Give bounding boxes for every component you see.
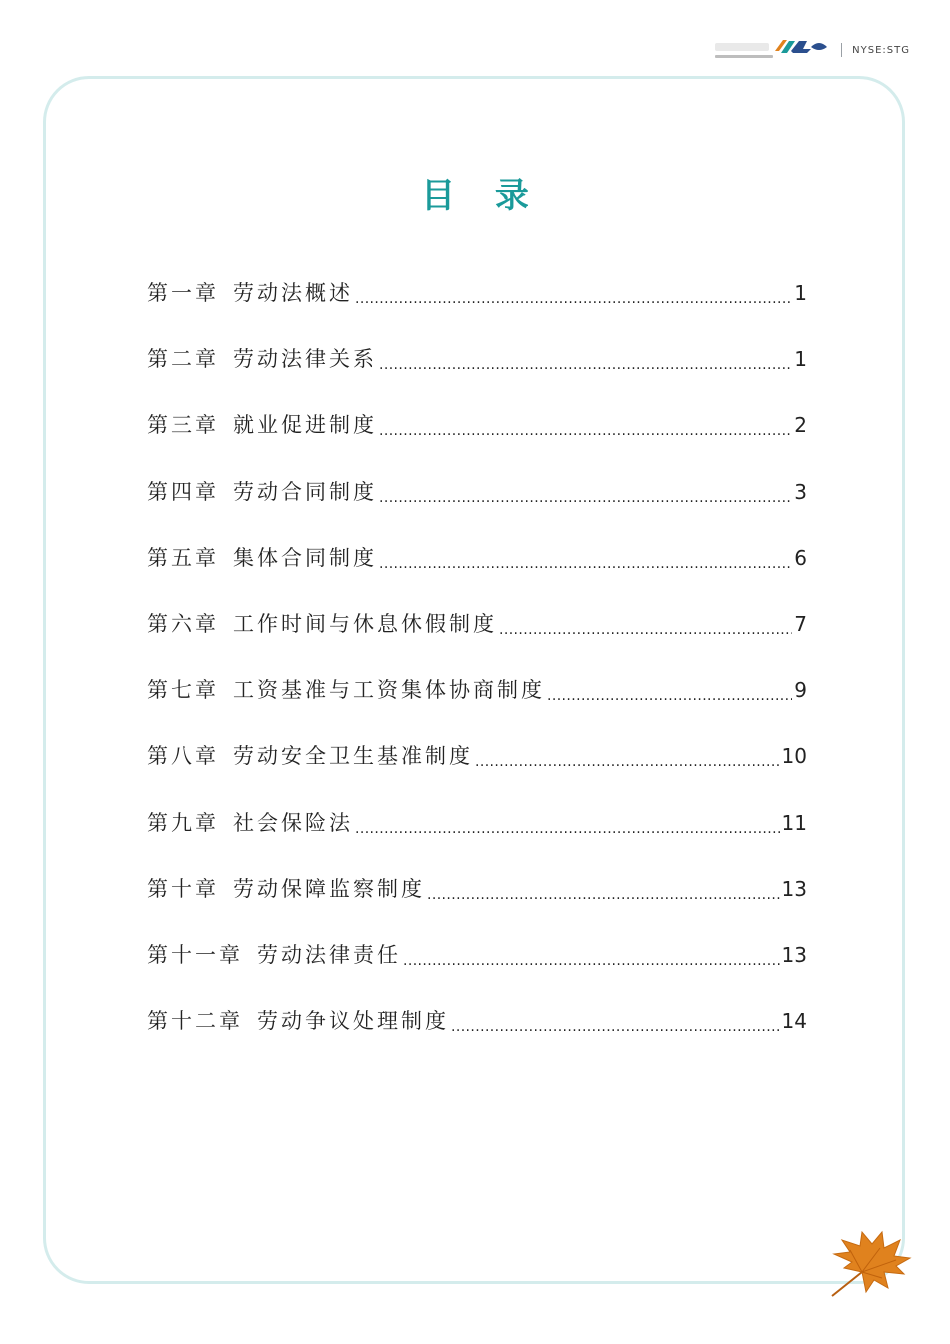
toc-page-number: 13 [781, 876, 807, 901]
toc-page-number: 2 [794, 413, 807, 438]
toc-chapter-name: 劳动合同制度 [233, 479, 377, 504]
toc-chapter: 第十章 [147, 876, 219, 901]
toc-chapter: 第九章 [147, 810, 219, 835]
toc-chapter-name: 集体合同制度 [233, 545, 377, 570]
toc-chapter: 第十一章 [147, 942, 243, 967]
stock-ticker: NYSE:STG [852, 44, 910, 56]
toc-chapter-name: 工作时间与休息休假制度 [233, 611, 497, 636]
toc-leader-dots [403, 938, 780, 972]
toc-leader-dots [451, 1004, 780, 1038]
company-logo-icon [715, 37, 831, 63]
toc-leader-dots [427, 872, 780, 906]
toc-leader-dots [547, 673, 792, 707]
toc-page-number: 1 [794, 281, 807, 305]
maple-leaf-icon [822, 1226, 912, 1298]
toc-page-number: 11 [781, 810, 807, 835]
toc-page-number: 6 [794, 545, 807, 570]
toc-leader-dots [379, 408, 792, 442]
toc-chapter-name: 工资基准与工资集体协商制度 [233, 678, 545, 703]
toc-item[interactable] [147, 342, 807, 408]
logo-separator [841, 43, 842, 57]
header-logo [715, 34, 910, 66]
toc-chapter-name: 劳动法律关系 [233, 347, 377, 372]
toc-item[interactable] [147, 276, 807, 342]
toc-page-number: 13 [781, 942, 807, 967]
toc-list [147, 276, 807, 1070]
toc-chapter: 第一章 [147, 281, 219, 305]
toc-chapter: 第八章 [147, 744, 219, 769]
toc-page-number: 1 [794, 347, 807, 372]
toc-item[interactable] [147, 739, 807, 805]
toc-chapter-name: 劳动法概述 [233, 281, 353, 305]
toc-page-number: 7 [794, 611, 807, 636]
toc-leader-dots [355, 806, 780, 840]
toc-chapter-name: 劳动法律责任 [257, 942, 401, 967]
toc-page-number: 9 [794, 678, 807, 703]
toc-item[interactable] [147, 872, 807, 938]
toc-item[interactable] [147, 408, 807, 474]
toc-leader-dots [499, 607, 792, 641]
toc-item[interactable] [147, 607, 807, 673]
toc-chapter: 第六章 [147, 611, 219, 636]
toc-chapter: 第十二章 [147, 1009, 243, 1034]
toc-chapter-name: 劳动保障监察制度 [233, 876, 425, 901]
toc-chapter-name: 劳动争议处理制度 [257, 1009, 449, 1034]
toc-leader-dots [355, 276, 792, 310]
toc-leader-dots [379, 475, 792, 509]
toc-item[interactable] [147, 806, 807, 872]
toc-leader-dots [475, 739, 780, 773]
toc-leader-dots [379, 541, 792, 575]
toc-chapter: 第三章 [147, 413, 219, 438]
toc-item[interactable] [147, 1004, 807, 1070]
toc-chapter-name: 劳动安全卫生基准制度 [233, 744, 473, 769]
toc-chapter: 第四章 [147, 479, 219, 504]
toc-item[interactable] [147, 475, 807, 541]
toc-chapter: 第五章 [147, 545, 219, 570]
toc-page-number: 10 [781, 744, 807, 769]
toc-chapter: 第七章 [147, 678, 219, 703]
toc-page-number: 3 [794, 479, 807, 504]
toc-item[interactable] [147, 938, 807, 1004]
toc-item[interactable] [147, 541, 807, 607]
toc-page-number: 14 [781, 1009, 807, 1034]
toc-chapter-name: 社会保险法 [233, 810, 353, 835]
toc-chapter: 第二章 [147, 347, 219, 372]
toc-chapter-name: 就业促进制度 [233, 413, 377, 438]
toc-item[interactable] [147, 673, 807, 739]
toc-leader-dots [379, 342, 792, 376]
toc-title: 目 录 [421, 176, 543, 216]
